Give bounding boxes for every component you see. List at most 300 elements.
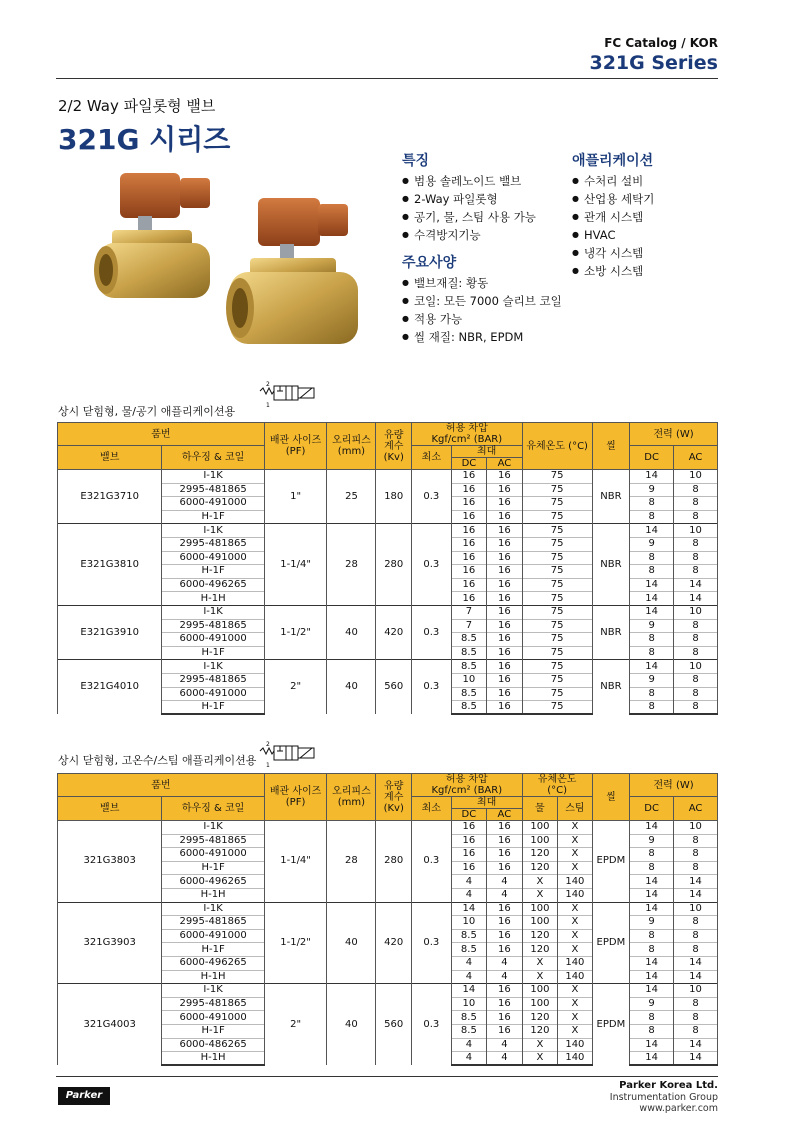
power-dc: 9 bbox=[630, 483, 674, 497]
flow-kv: 280 bbox=[376, 524, 412, 606]
housing-coil: I-1K bbox=[162, 984, 264, 998]
application-item: ● HVAC bbox=[572, 226, 654, 244]
housing-coil: 2995-481865 bbox=[162, 619, 264, 633]
housing-coil: 6000-486265 bbox=[162, 1038, 264, 1052]
port-size: 1-1/2" bbox=[264, 605, 327, 659]
temp-water: 100 bbox=[522, 821, 558, 835]
valve-symbol-icon bbox=[258, 738, 320, 768]
housing-coil: 6000-491000 bbox=[162, 1011, 264, 1025]
valve-symbol-icon bbox=[258, 378, 320, 408]
fluid-temp: 75 bbox=[522, 605, 592, 619]
power-ac: 8 bbox=[674, 997, 718, 1011]
power-ac: 8 bbox=[674, 551, 718, 565]
min-pressure: 0.3 bbox=[411, 984, 451, 1066]
min-pressure: 0.3 bbox=[411, 902, 451, 984]
power-dc: 8 bbox=[630, 1011, 674, 1025]
power-dc: 14 bbox=[630, 888, 674, 902]
power-ac: 8 bbox=[674, 687, 718, 701]
power-ac: 10 bbox=[674, 984, 718, 998]
valve-part-number: 321G4003 bbox=[58, 984, 162, 1066]
fluid-temp: 75 bbox=[522, 660, 592, 674]
temp-steam: 140 bbox=[558, 970, 592, 984]
power-dc: 14 bbox=[630, 902, 674, 916]
max-pressure-dc: 16 bbox=[451, 821, 487, 835]
temp-steam: X bbox=[558, 984, 592, 998]
table-row bbox=[58, 605, 718, 619]
header-orifice: 오리피스 (mm) bbox=[327, 774, 376, 821]
power-dc: 14 bbox=[630, 660, 674, 674]
application-item: ● 관개 시스템 bbox=[572, 208, 654, 226]
housing-coil: I-1K bbox=[162, 605, 264, 619]
min-pressure: 0.3 bbox=[411, 470, 451, 524]
max-pressure-ac: 16 bbox=[487, 578, 523, 592]
housing-coil: 2995-481865 bbox=[162, 834, 264, 848]
header-orifice: 오리피스 (mm) bbox=[327, 423, 376, 470]
power-dc: 8 bbox=[630, 861, 674, 875]
fluid-temp: 75 bbox=[522, 470, 592, 484]
power-ac: 8 bbox=[674, 565, 718, 579]
temp-steam: X bbox=[558, 902, 592, 916]
fluid-temp: 75 bbox=[522, 633, 592, 647]
power-dc: 9 bbox=[630, 834, 674, 848]
power-dc: 14 bbox=[630, 1052, 674, 1066]
header-flow: 유량 계수 (Kv) bbox=[376, 774, 412, 821]
housing-coil: H-1F bbox=[162, 861, 264, 875]
table-row bbox=[58, 821, 718, 835]
header-divider bbox=[56, 78, 718, 79]
max-pressure-dc: 8.5 bbox=[451, 687, 487, 701]
power-ac: 8 bbox=[674, 834, 718, 848]
max-pressure-ac: 16 bbox=[487, 497, 523, 511]
housing-coil: H-1H bbox=[162, 592, 264, 606]
table2-caption: 상시 닫힘형, 고온수/스팀 애플리케이션용 bbox=[58, 754, 257, 767]
housing-coil: I-1K bbox=[162, 660, 264, 674]
page-subtitle: 2/2 Way 파일롯형 밸브 bbox=[58, 97, 216, 115]
power-dc: 9 bbox=[630, 537, 674, 551]
power-ac: 8 bbox=[674, 929, 718, 943]
header-max-ac: AC bbox=[487, 458, 523, 470]
power-ac: 8 bbox=[674, 861, 718, 875]
housing-coil: 6000-496265 bbox=[162, 956, 264, 970]
housing-coil: 6000-491000 bbox=[162, 551, 264, 565]
temp-water: 120 bbox=[522, 943, 558, 957]
power-ac: 8 bbox=[674, 701, 718, 715]
power-dc: 9 bbox=[630, 997, 674, 1011]
temp-steam: X bbox=[558, 1024, 592, 1038]
header-max: 최대 bbox=[451, 797, 522, 809]
orifice-size: 40 bbox=[327, 984, 376, 1066]
max-pressure-dc: 8.5 bbox=[451, 633, 487, 647]
fluid-temp: 75 bbox=[522, 483, 592, 497]
flow-kv: 560 bbox=[376, 660, 412, 714]
min-pressure: 0.3 bbox=[411, 524, 451, 606]
max-pressure-dc: 4 bbox=[451, 1052, 487, 1066]
power-dc: 8 bbox=[630, 701, 674, 715]
fluid-temp: 75 bbox=[522, 592, 592, 606]
max-pressure-ac: 16 bbox=[487, 943, 523, 957]
application-item: ● 소방 시스템 bbox=[572, 262, 654, 280]
flow-kv: 280 bbox=[376, 821, 412, 903]
port-size: 1-1/4" bbox=[264, 821, 327, 903]
housing-coil: I-1K bbox=[162, 902, 264, 916]
header-pressure: 허용 차압 Kgf/cm² (BAR) bbox=[411, 774, 522, 797]
header-max-dc: DC bbox=[451, 458, 487, 470]
table-row bbox=[58, 902, 718, 916]
housing-coil: H-1H bbox=[162, 970, 264, 984]
power-ac: 14 bbox=[674, 578, 718, 592]
max-pressure-ac: 16 bbox=[487, 565, 523, 579]
max-pressure-dc: 16 bbox=[451, 578, 487, 592]
max-pressure-ac: 16 bbox=[487, 524, 523, 538]
orifice-size: 28 bbox=[327, 524, 376, 606]
table-row bbox=[58, 660, 718, 674]
header-seal: 씰 bbox=[592, 774, 630, 821]
temp-steam: X bbox=[558, 997, 592, 1011]
max-pressure-ac: 16 bbox=[487, 834, 523, 848]
power-dc: 14 bbox=[630, 578, 674, 592]
fluid-temp: 75 bbox=[522, 510, 592, 524]
header-part-no: 품번 bbox=[58, 423, 265, 446]
max-pressure-ac: 4 bbox=[487, 956, 523, 970]
max-pressure-dc: 16 bbox=[451, 497, 487, 511]
max-pressure-ac: 16 bbox=[487, 848, 523, 862]
max-pressure-ac: 16 bbox=[487, 687, 523, 701]
min-pressure: 0.3 bbox=[411, 660, 451, 714]
header-housing-coil: 하우징 & 코일 bbox=[162, 797, 264, 821]
temp-water: X bbox=[522, 1052, 558, 1066]
footer-company: Parker Korea Ltd. bbox=[619, 1080, 718, 1091]
valve-part-number: E321G3910 bbox=[58, 605, 162, 659]
header-power-dc: DC bbox=[630, 446, 674, 470]
catalog-label: FC Catalog / KOR bbox=[604, 36, 718, 50]
seal-material: EPDM bbox=[592, 821, 630, 903]
max-pressure-ac: 16 bbox=[487, 929, 523, 943]
max-pressure-ac: 16 bbox=[487, 984, 523, 998]
max-pressure-dc: 4 bbox=[451, 875, 487, 889]
spec-item-continued: ● 적용 가능 bbox=[402, 310, 562, 328]
header-flow: 유량 계수 (Kv) bbox=[376, 423, 412, 470]
power-dc: 14 bbox=[630, 592, 674, 606]
header-port-size: 배관 사이즈 (PF) bbox=[264, 423, 327, 470]
power-ac: 8 bbox=[674, 483, 718, 497]
power-ac: 8 bbox=[674, 646, 718, 660]
housing-coil: H-1F bbox=[162, 565, 264, 579]
power-dc: 14 bbox=[630, 470, 674, 484]
specs-list bbox=[402, 274, 562, 346]
application-item: ● 냉각 시스템 bbox=[572, 244, 654, 262]
temp-water: 120 bbox=[522, 1011, 558, 1025]
seal-material: EPDM bbox=[592, 902, 630, 984]
header-temp: 유체온도 (°C) bbox=[522, 423, 592, 470]
parker-logo: Parker bbox=[58, 1087, 110, 1105]
fluid-temp: 75 bbox=[522, 646, 592, 660]
temp-water: 100 bbox=[522, 902, 558, 916]
max-pressure-dc: 7 bbox=[451, 605, 487, 619]
temp-steam: X bbox=[558, 861, 592, 875]
spec-table-water-air bbox=[57, 422, 718, 715]
port-size: 1-1/4" bbox=[264, 524, 327, 606]
power-ac: 10 bbox=[674, 605, 718, 619]
max-pressure-dc: 16 bbox=[451, 551, 487, 565]
max-pressure-dc: 4 bbox=[451, 970, 487, 984]
max-pressure-ac: 4 bbox=[487, 970, 523, 984]
header-water: 물 bbox=[522, 797, 558, 821]
application-item: ● 수처리 설비 bbox=[572, 172, 654, 190]
max-pressure-ac: 16 bbox=[487, 510, 523, 524]
power-ac: 8 bbox=[674, 848, 718, 862]
header-steam: 스팀 bbox=[558, 797, 592, 821]
max-pressure-ac: 16 bbox=[487, 673, 523, 687]
housing-coil: 2995-481865 bbox=[162, 916, 264, 930]
orifice-size: 25 bbox=[327, 470, 376, 524]
power-dc: 14 bbox=[630, 970, 674, 984]
port-size: 2" bbox=[264, 984, 327, 1066]
application-item: ● 산업용 세탁기 bbox=[572, 190, 654, 208]
fluid-temp: 75 bbox=[522, 537, 592, 551]
max-pressure-ac: 16 bbox=[487, 592, 523, 606]
spec-table-hot-water-steam bbox=[57, 773, 718, 1066]
max-pressure-ac: 16 bbox=[487, 605, 523, 619]
flow-kv: 420 bbox=[376, 605, 412, 659]
temp-water: 100 bbox=[522, 997, 558, 1011]
max-pressure-dc: 16 bbox=[451, 834, 487, 848]
power-ac: 8 bbox=[674, 497, 718, 511]
header-valve: 밸브 bbox=[58, 446, 162, 470]
power-dc: 14 bbox=[630, 605, 674, 619]
svg-text:1: 1 bbox=[266, 402, 270, 408]
temp-steam: X bbox=[558, 929, 592, 943]
max-pressure-dc: 16 bbox=[451, 592, 487, 606]
valve-part-number: E321G4010 bbox=[58, 660, 162, 714]
header-power-ac: AC bbox=[674, 446, 718, 470]
temp-steam: 140 bbox=[558, 956, 592, 970]
housing-coil: 6000-491000 bbox=[162, 633, 264, 647]
temp-steam: X bbox=[558, 943, 592, 957]
power-ac: 8 bbox=[674, 673, 718, 687]
housing-coil: 6000-491000 bbox=[162, 848, 264, 862]
seal-material: NBR bbox=[592, 660, 630, 714]
housing-coil: 6000-496265 bbox=[162, 578, 264, 592]
temp-water: 120 bbox=[522, 848, 558, 862]
feature-item: ● 2-Way 파일롯형 bbox=[402, 190, 536, 208]
min-pressure: 0.3 bbox=[411, 821, 451, 903]
max-pressure-dc: 8.5 bbox=[451, 646, 487, 660]
power-ac: 10 bbox=[674, 660, 718, 674]
power-dc: 8 bbox=[630, 646, 674, 660]
temp-water: 100 bbox=[522, 834, 558, 848]
housing-coil: H-1F bbox=[162, 943, 264, 957]
temp-water: 100 bbox=[522, 916, 558, 930]
temp-steam: X bbox=[558, 848, 592, 862]
seal-material: EPDM bbox=[592, 984, 630, 1066]
features-list bbox=[402, 172, 536, 244]
feature-item: ● 공기, 물, 스팀 사용 가능 bbox=[402, 208, 536, 226]
housing-coil: H-1F bbox=[162, 701, 264, 715]
table-row bbox=[58, 524, 718, 538]
housing-coil: I-1K bbox=[162, 821, 264, 835]
header-power-ac: AC bbox=[674, 797, 718, 821]
header-temp: 유체온도 (°C) bbox=[522, 774, 592, 797]
footer-group: Instrumentation Group bbox=[609, 1092, 718, 1103]
power-ac: 10 bbox=[674, 524, 718, 538]
feature-item: ● 범용 솔레노이드 밸브 bbox=[402, 172, 536, 190]
features-title: 특징 bbox=[402, 153, 430, 169]
temp-water: X bbox=[522, 888, 558, 902]
temp-water: X bbox=[522, 1038, 558, 1052]
max-pressure-dc: 16 bbox=[451, 537, 487, 551]
max-pressure-dc: 4 bbox=[451, 1038, 487, 1052]
housing-coil: 6000-496265 bbox=[162, 875, 264, 889]
power-dc: 14 bbox=[630, 875, 674, 889]
housing-coil: 6000-491000 bbox=[162, 497, 264, 511]
power-ac: 14 bbox=[674, 875, 718, 889]
temp-water: 120 bbox=[522, 1024, 558, 1038]
max-pressure-ac: 4 bbox=[487, 875, 523, 889]
housing-coil: 6000-491000 bbox=[162, 929, 264, 943]
max-pressure-ac: 16 bbox=[487, 1024, 523, 1038]
port-size: 2" bbox=[264, 660, 327, 714]
max-pressure-dc: 7 bbox=[451, 619, 487, 633]
temp-water: 120 bbox=[522, 929, 558, 943]
header-max-ac: AC bbox=[487, 809, 523, 821]
temp-steam: X bbox=[558, 834, 592, 848]
power-ac: 10 bbox=[674, 821, 718, 835]
housing-coil: 2995-481865 bbox=[162, 483, 264, 497]
header-min: 최소 bbox=[411, 797, 451, 821]
power-ac: 14 bbox=[674, 1038, 718, 1052]
svg-text:2: 2 bbox=[266, 381, 270, 388]
valve-part-number: E321G3710 bbox=[58, 470, 162, 524]
fluid-temp: 75 bbox=[522, 565, 592, 579]
max-pressure-ac: 4 bbox=[487, 888, 523, 902]
power-ac: 8 bbox=[674, 510, 718, 524]
housing-coil: 2995-481865 bbox=[162, 997, 264, 1011]
max-pressure-ac: 16 bbox=[487, 537, 523, 551]
header-pressure: 허용 차압 Kgf/cm² (BAR) bbox=[411, 423, 522, 446]
max-pressure-ac: 16 bbox=[487, 902, 523, 916]
max-pressure-dc: 14 bbox=[451, 902, 487, 916]
valve-part-number: 321G3903 bbox=[58, 902, 162, 984]
orifice-size: 40 bbox=[327, 605, 376, 659]
power-ac: 10 bbox=[674, 470, 718, 484]
fluid-temp: 75 bbox=[522, 687, 592, 701]
max-pressure-ac: 16 bbox=[487, 660, 523, 674]
max-pressure-ac: 16 bbox=[487, 861, 523, 875]
feature-item: ● 수격방지기능 bbox=[402, 226, 536, 244]
housing-coil: H-1F bbox=[162, 646, 264, 660]
fluid-temp: 75 bbox=[522, 524, 592, 538]
housing-coil: 2995-481865 bbox=[162, 537, 264, 551]
power-dc: 8 bbox=[630, 565, 674, 579]
min-pressure: 0.3 bbox=[411, 605, 451, 659]
housing-coil: H-1H bbox=[162, 1052, 264, 1066]
valve-part-number: E321G3810 bbox=[58, 524, 162, 606]
max-pressure-ac: 16 bbox=[487, 997, 523, 1011]
housing-coil: H-1F bbox=[162, 510, 264, 524]
flow-kv: 560 bbox=[376, 984, 412, 1066]
fluid-temp: 75 bbox=[522, 551, 592, 565]
valve-product-photo bbox=[90, 168, 375, 358]
power-dc: 8 bbox=[630, 633, 674, 647]
specs-title: 주요사양 bbox=[402, 255, 457, 271]
temp-water: 100 bbox=[522, 984, 558, 998]
temp-water: X bbox=[522, 970, 558, 984]
header-seal: 씰 bbox=[592, 423, 630, 470]
flow-kv: 420 bbox=[376, 902, 412, 984]
max-pressure-dc: 8.5 bbox=[451, 943, 487, 957]
power-dc: 9 bbox=[630, 916, 674, 930]
temp-steam: X bbox=[558, 1011, 592, 1025]
power-dc: 8 bbox=[630, 510, 674, 524]
max-pressure-ac: 16 bbox=[487, 483, 523, 497]
orifice-size: 40 bbox=[327, 902, 376, 984]
svg-text:2: 2 bbox=[266, 741, 270, 748]
power-ac: 8 bbox=[674, 537, 718, 551]
valve-part-number: 321G3803 bbox=[58, 821, 162, 903]
orifice-size: 40 bbox=[327, 660, 376, 714]
spec-item: ● 코일: 모든 7000 슬리브 코일 bbox=[402, 292, 562, 310]
max-pressure-ac: 16 bbox=[487, 619, 523, 633]
temp-steam: 140 bbox=[558, 1038, 592, 1052]
max-pressure-dc: 8.5 bbox=[451, 1024, 487, 1038]
max-pressure-ac: 16 bbox=[487, 821, 523, 835]
temp-water: 120 bbox=[522, 861, 558, 875]
max-pressure-dc: 16 bbox=[451, 861, 487, 875]
power-ac: 14 bbox=[674, 970, 718, 984]
max-pressure-ac: 16 bbox=[487, 551, 523, 565]
port-size: 1" bbox=[264, 470, 327, 524]
max-pressure-dc: 16 bbox=[451, 848, 487, 862]
temp-steam: 140 bbox=[558, 1052, 592, 1066]
header-min: 최소 bbox=[411, 446, 451, 470]
max-pressure-dc: 8.5 bbox=[451, 660, 487, 674]
max-pressure-dc: 4 bbox=[451, 888, 487, 902]
port-size: 1-1/2" bbox=[264, 902, 327, 984]
max-pressure-dc: 16 bbox=[451, 524, 487, 538]
power-dc: 8 bbox=[630, 497, 674, 511]
max-pressure-dc: 16 bbox=[451, 565, 487, 579]
housing-coil: I-1K bbox=[162, 524, 264, 538]
power-dc: 9 bbox=[630, 619, 674, 633]
power-dc: 8 bbox=[630, 848, 674, 862]
fluid-temp: 75 bbox=[522, 619, 592, 633]
max-pressure-ac: 4 bbox=[487, 1038, 523, 1052]
power-dc: 8 bbox=[630, 943, 674, 957]
temp-steam: 140 bbox=[558, 888, 592, 902]
power-dc: 9 bbox=[630, 673, 674, 687]
header-valve: 밸브 bbox=[58, 797, 162, 821]
temp-water: X bbox=[522, 956, 558, 970]
power-dc: 8 bbox=[630, 1024, 674, 1038]
power-dc: 14 bbox=[630, 984, 674, 998]
spec-item: ● 밸브재질: 황동 bbox=[402, 274, 562, 292]
temp-steam: X bbox=[558, 821, 592, 835]
seal-material: NBR bbox=[592, 470, 630, 524]
power-dc: 8 bbox=[630, 551, 674, 565]
max-pressure-dc: 8.5 bbox=[451, 1011, 487, 1025]
power-ac: 8 bbox=[674, 1024, 718, 1038]
power-ac: 14 bbox=[674, 956, 718, 970]
max-pressure-dc: 8.5 bbox=[451, 929, 487, 943]
max-pressure-dc: 16 bbox=[451, 483, 487, 497]
housing-coil: H-1F bbox=[162, 1024, 264, 1038]
max-pressure-dc: 8.5 bbox=[451, 701, 487, 715]
max-pressure-dc: 14 bbox=[451, 984, 487, 998]
max-pressure-ac: 16 bbox=[487, 1011, 523, 1025]
housing-coil: H-1H bbox=[162, 888, 264, 902]
power-dc: 14 bbox=[630, 524, 674, 538]
power-dc: 14 bbox=[630, 821, 674, 835]
